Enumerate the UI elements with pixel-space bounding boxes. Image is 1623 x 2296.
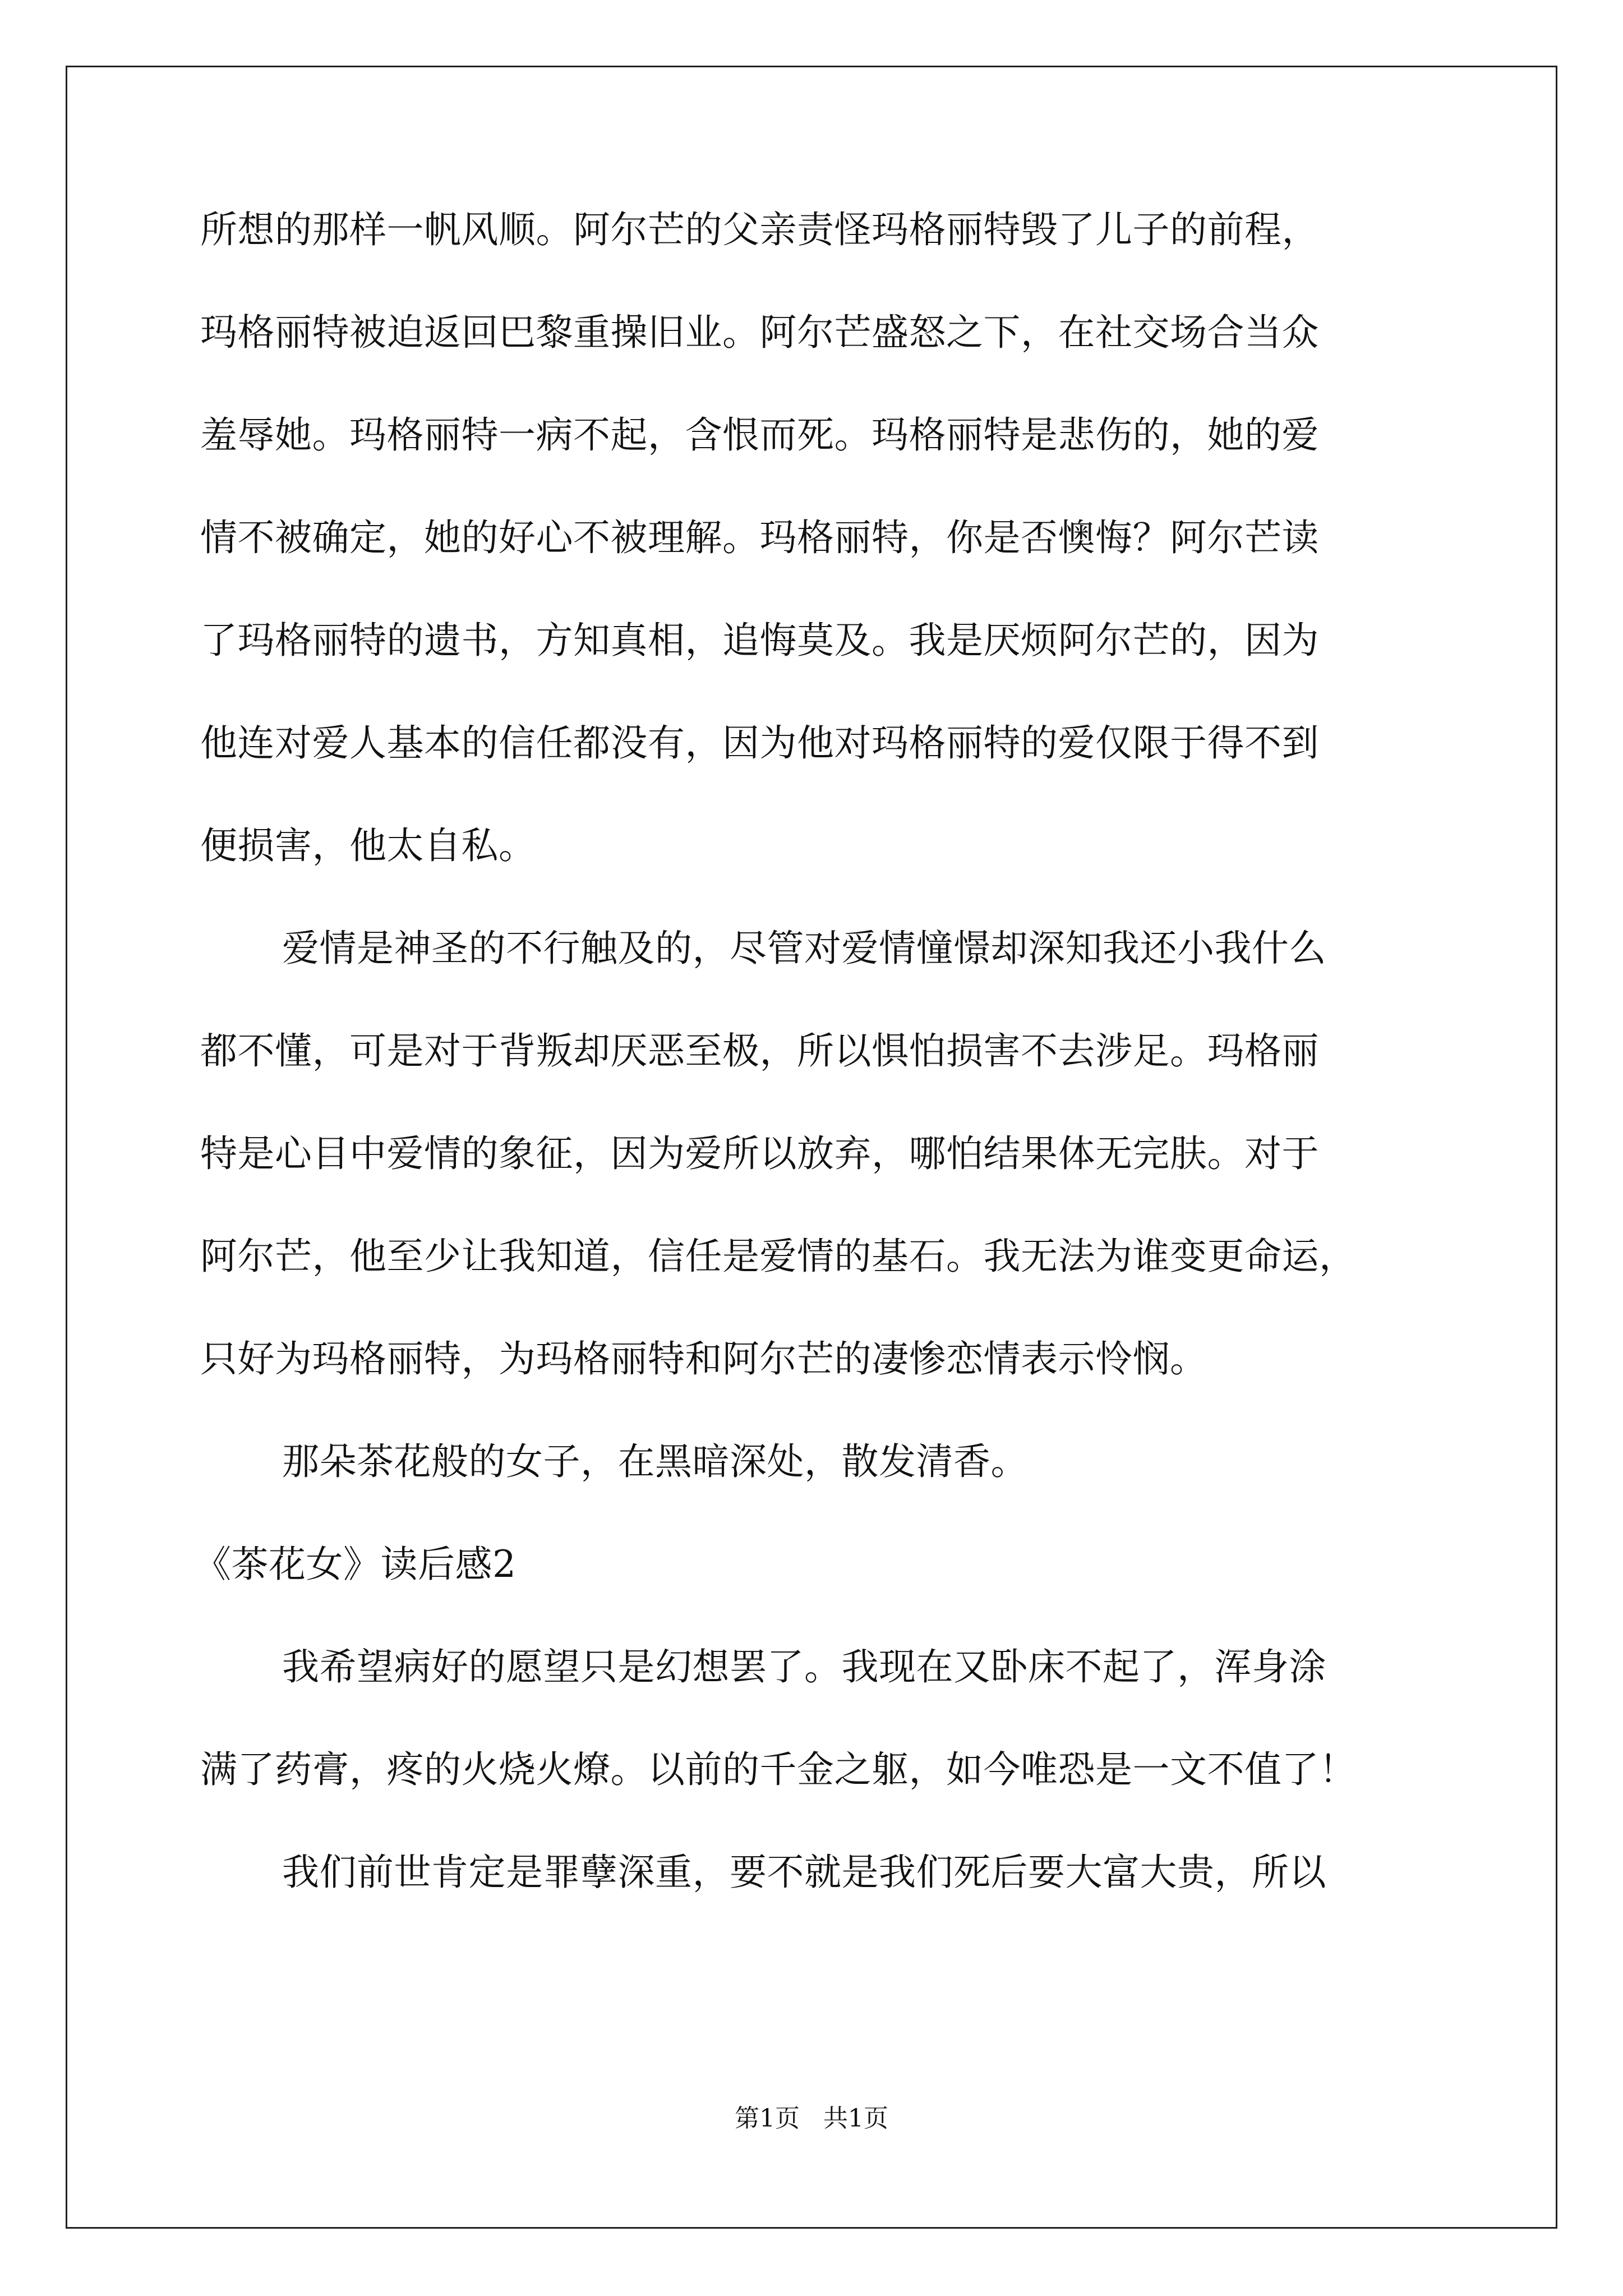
text-line: 情不被确定，她的好心不被理解。玛格丽特，你是否懊悔？阿尔芒读 <box>200 516 1319 559</box>
paragraph-start-line: 爱情是神圣的不行触及的，尽管对爱情憧憬却深知我还小我什么 <box>282 927 1326 970</box>
text-line: 便损害，他太自私。 <box>200 824 536 867</box>
paragraph-start-line: 那朵茶花般的女子，在黑暗深处，散发清香。 <box>282 1440 1028 1483</box>
section-heading: 《茶花女》读后感2 <box>194 1543 517 1586</box>
text-line: 阿尔芒，他至少让我知道，信任是爱情的基石。我无法为谁变更命运， <box>200 1235 1357 1278</box>
text-line: 羞辱她。玛格丽特一病不起，含恨而死。玛格丽特是悲伤的，她的爱 <box>200 413 1319 457</box>
page-footer: 第1页 共1页 <box>735 2104 888 2133</box>
text-line: 玛格丽特被迫返回巴黎重操旧业。阿尔芒盛怒之下，在社交场合当众 <box>200 311 1319 354</box>
text-line: 他连对爱人基本的信任都没有，因为他对玛格丽特的爱仅限于得不到 <box>200 721 1319 765</box>
paragraph-start-line: 我们前世肯定是罪孽深重，要不就是我们死后要大富大贵，所以 <box>282 1851 1326 1894</box>
text-line: 满了药膏，疼的火烧火燎。以前的千金之躯，如今唯恐是一文不值了！ <box>200 1748 1357 1791</box>
text-line: 所想的那样一帆风顺。阿尔芒的父亲责怪玛格丽特毁了儿子的前程， <box>200 208 1319 251</box>
text-line: 了玛格丽特的遗书，方知真相，追悔莫及。我是厌烦阿尔芒的，因为 <box>200 619 1319 662</box>
text-line: 特是心目中爱情的象征，因为爱所以放弃，哪怕结果体无完肤。对于 <box>200 1132 1319 1175</box>
text-line: 都不懂，可是对于背叛却厌恶至极，所以惧怕损害不去涉足。玛格丽 <box>200 1029 1319 1073</box>
paragraph-start-line: 我希望病好的愿望只是幻想罢了。我现在又卧床不起了，浑身涂 <box>282 1645 1326 1688</box>
text-line: 只好为玛格丽特，为玛格丽特和阿尔芒的凄惨恋情表示怜悯。 <box>200 1337 1207 1381</box>
